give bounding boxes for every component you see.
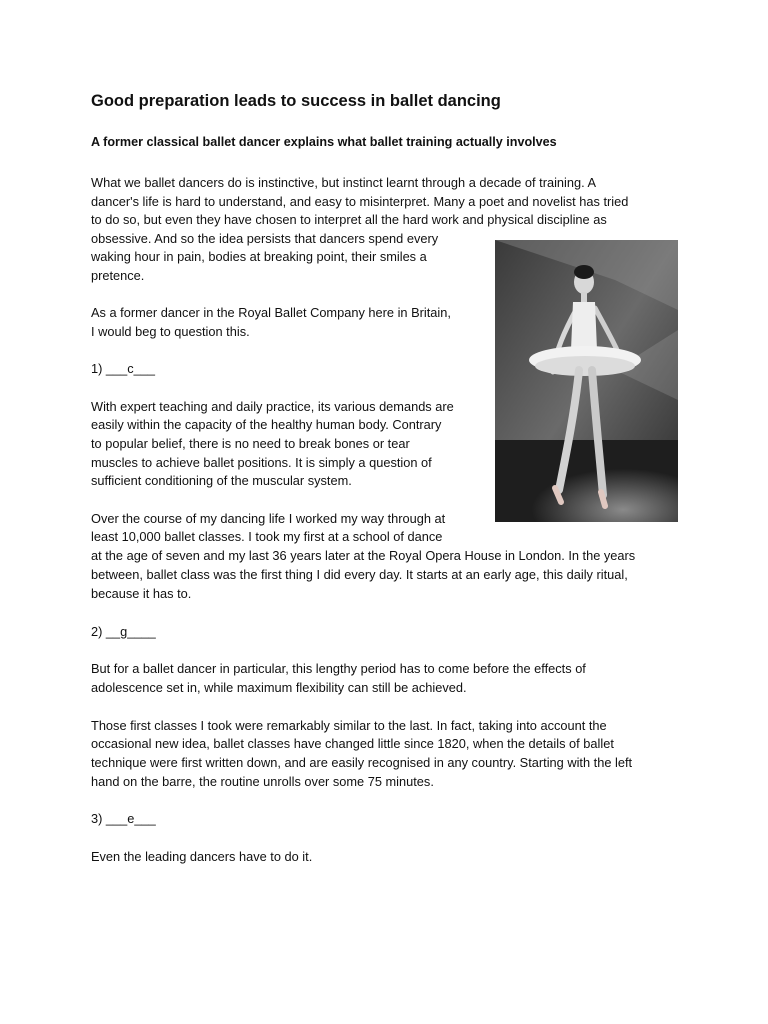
paragraph-line: Those first classes I took were remarkably similar to the last. In fact, taking into account the	[91, 718, 607, 733]
paragraph-line: hand on the barre, the routine unrolls over some 75 minutes.	[91, 774, 434, 789]
paragraph-line: What we ballet dancers do is instinctive, but instinct learnt through a decade of training. A	[91, 175, 597, 190]
ballet-dancer-illustration	[495, 240, 678, 522]
paragraph-line: I would beg to question this.	[91, 324, 250, 339]
paragraph-line: waking hour in pain, bodies at breaking point, their smiles a	[91, 249, 427, 264]
paragraph-line: muscles to achieve ballet positions. It is simply a question of	[91, 455, 432, 470]
paragraph-line: dancer's life is hard to understand, and easy to misinterpret. Many a poet and novelist has tried	[91, 194, 629, 209]
paragraph-line: With expert teaching and daily practice, its various demands are	[91, 399, 454, 414]
paragraph-line: obsessive. And so the idea persists that dancers spend every	[91, 231, 439, 246]
paragraph-line: Over the course of my dancing life I worked my way through at	[91, 511, 446, 526]
gap-answer-2: 2) __g____	[91, 624, 156, 639]
paragraph-line: As a former dancer in the Royal Ballet Company here in Britain,	[91, 305, 451, 320]
paragraph-line: Even the leading dancers have to do it.	[91, 849, 313, 864]
paragraph-line: at the age of seven and my last 36 years later at the Royal Opera House in London. In the years	[91, 548, 636, 563]
paragraph-line: between, ballet class was the first thing I did every day. It starts at an early age, this daily ritual,	[91, 567, 628, 582]
gap-answer-3: 3) ___e___	[91, 811, 156, 826]
paragraph-line: technique were first written down, and are easily recognised in any country. Starting with the left	[91, 755, 633, 770]
paragraph-line: to do so, but even they have chosen to interpret all the hard work and physical discipline as	[91, 212, 607, 227]
paragraph-line: sufficient conditioning of the muscular system.	[91, 473, 352, 488]
paragraph-line: adolescence set in, while maximum flexibility can still be achieved.	[91, 680, 467, 695]
paragraph-line: because it has to.	[91, 586, 192, 601]
article-subtitle: A former classical ballet dancer explains what ballet training actually involves	[91, 135, 557, 149]
gap-answer-1: 1) ___c___	[91, 361, 156, 376]
paragraph-line: easily within the capacity of the healthy human body. Contrary	[91, 417, 442, 432]
paragraph-line: But for a ballet dancer in particular, this lengthy period has to come before the effects of	[91, 661, 586, 676]
paragraph-line: least 10,000 ballet classes. I took my first at a school of dance	[91, 529, 443, 544]
paragraph-line: occasional new idea, ballet classes have changed little since 1820, when the details of ballet	[91, 736, 614, 751]
paragraph-line: pretence.	[91, 268, 145, 283]
article-title: Good preparation leads to success in ballet dancing	[91, 92, 501, 110]
ballet-dancer-photo	[495, 240, 678, 522]
paragraph-line: to popular belief, there is no need to break bones or tear	[91, 436, 410, 451]
